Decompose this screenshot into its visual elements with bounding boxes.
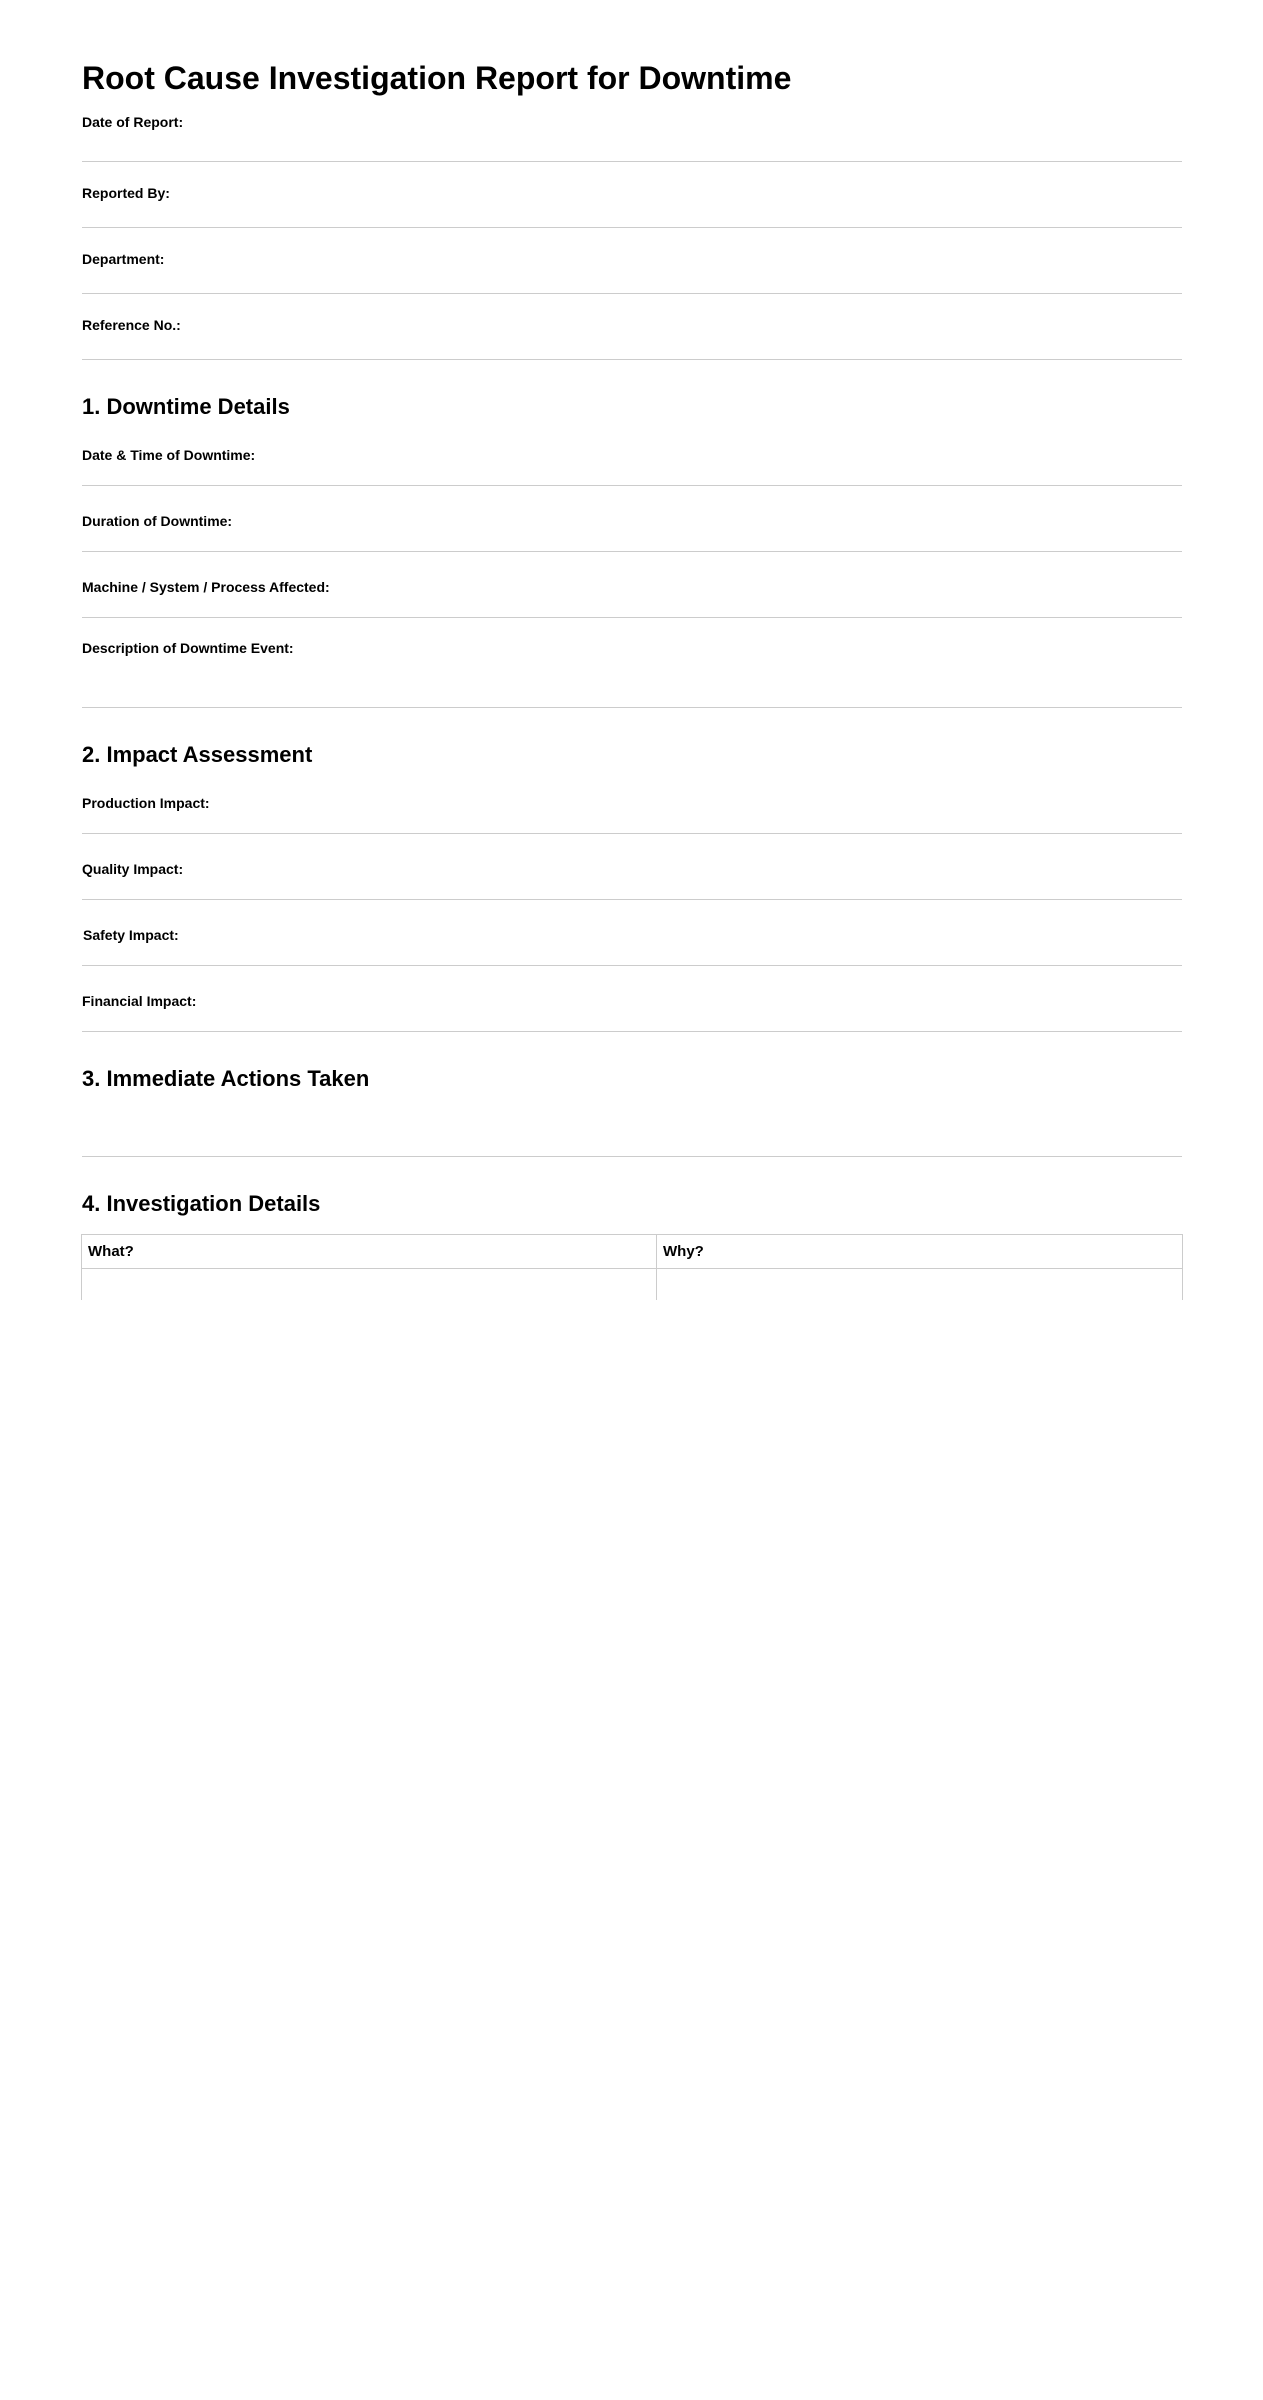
machine-system-process-label: Machine / System / Process Affected: [82, 579, 330, 595]
reference-no-field[interactable] [82, 335, 1182, 360]
divider [82, 293, 1182, 294]
quality-impact-label: Quality Impact: [82, 861, 184, 877]
machine-system-process-field[interactable] [82, 597, 1182, 617]
divider [82, 617, 1182, 618]
divider [82, 1031, 1182, 1032]
safety-impact-field[interactable] [82, 945, 1182, 965]
safety-impact-label: Safety Impact: [83, 927, 179, 943]
date-time-of-downtime-field[interactable] [82, 465, 1182, 485]
date-of-report-field[interactable] [82, 132, 1182, 162]
date-time-of-downtime-label: Date & Time of Downtime: [82, 447, 256, 463]
financial-impact-label: Financial Impact: [82, 993, 197, 1009]
reference-no-label: Reference No.: [82, 317, 181, 333]
table-header-row [82, 1235, 1183, 1269]
divider [82, 1156, 1182, 1157]
divider [82, 707, 1182, 708]
description-of-downtime-event-label: Description of Downtime Event: [82, 640, 294, 656]
production-impact-field[interactable] [82, 813, 1182, 833]
section-heading-impact-assessment: 2. Impact Assessment [82, 742, 313, 767]
blank-page-area [0, 1300, 1263, 2400]
divider [82, 833, 1182, 834]
duration-of-downtime-field[interactable] [82, 531, 1182, 551]
divider [82, 359, 1182, 360]
column-header-what: What? [82, 1235, 657, 1269]
divider [82, 485, 1182, 486]
date-of-report-label: Date of Report: [82, 114, 184, 130]
section-heading-downtime-details: 1. Downtime Details [82, 394, 290, 419]
section-heading-investigation-details: 4. Investigation Details [82, 1191, 321, 1216]
immediate-actions-field[interactable] [82, 1100, 1182, 1156]
divider [82, 551, 1182, 552]
production-impact-label: Production Impact: [82, 795, 210, 811]
divider [82, 161, 1182, 162]
description-of-downtime-event-field[interactable] [82, 658, 1182, 707]
reported-by-label: Reported By: [82, 185, 170, 201]
duration-of-downtime-label: Duration of Downtime: [82, 513, 233, 529]
quality-impact-field[interactable] [82, 879, 1182, 899]
divider [82, 965, 1182, 966]
report-title: Root Cause Investigation Report for Downtime [82, 60, 792, 96]
financial-impact-field[interactable] [82, 1011, 1182, 1031]
divider [82, 899, 1182, 900]
department-label: Department: [82, 251, 165, 267]
department-field[interactable] [82, 269, 1182, 294]
divider [82, 227, 1182, 228]
column-header-why: Why? [657, 1235, 1183, 1269]
reported-by-field[interactable] [82, 203, 1182, 228]
section-heading-immediate-actions: 3. Immediate Actions Taken [82, 1066, 370, 1091]
